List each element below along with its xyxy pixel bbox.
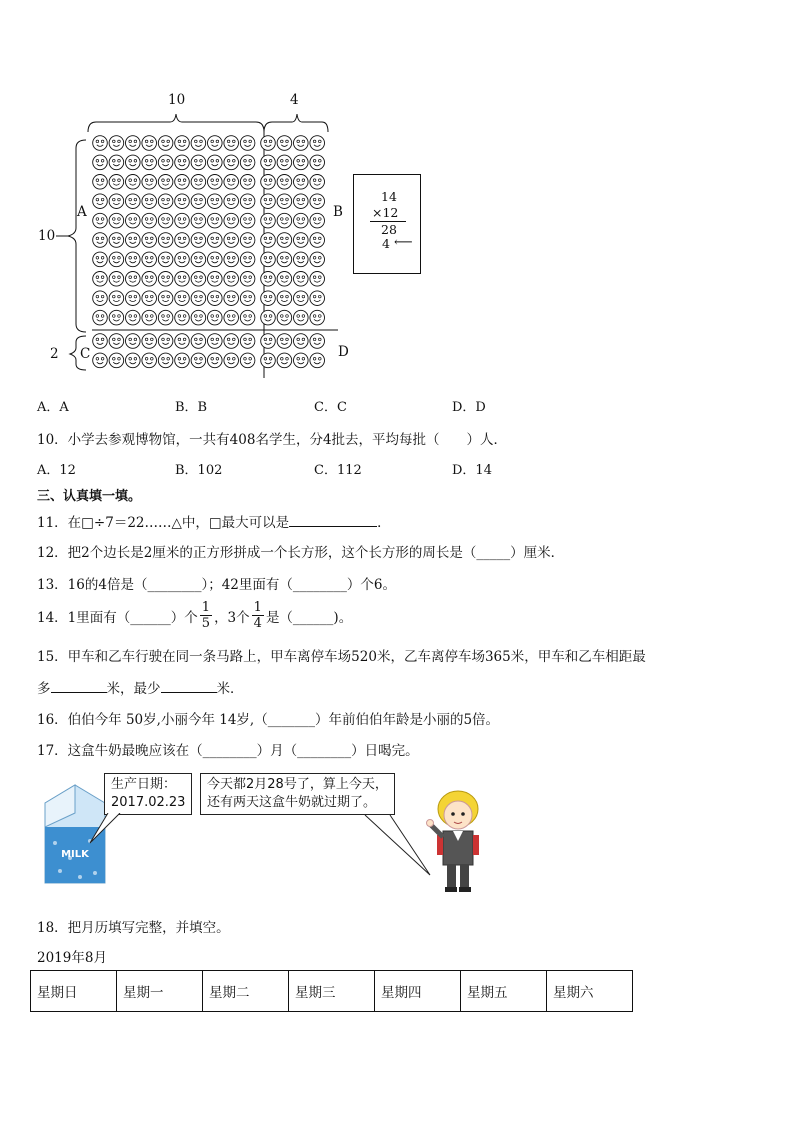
q10-option-a[interactable]: A．12 <box>37 463 76 478</box>
smiley-face-icon <box>109 252 124 267</box>
smiley-face-icon <box>175 291 190 306</box>
smiley-face-icon <box>277 136 292 151</box>
smiley-face-icon <box>191 233 206 248</box>
smiley-face-icon <box>240 175 255 190</box>
smiley-face-icon <box>240 310 255 325</box>
smiley-face-icon <box>261 213 276 228</box>
calendar-header-wed: 星期三 <box>289 971 375 1012</box>
calc-line-4: 4 <box>382 236 390 251</box>
smiley-face-icon <box>93 155 108 170</box>
label-a: A <box>77 204 87 220</box>
smiley-face-icon <box>240 155 255 170</box>
smiley-face-icon <box>261 353 276 368</box>
smiley-face-icon <box>240 334 255 349</box>
smiley-face-icon <box>224 310 239 325</box>
label-left-10: 10 <box>38 228 56 244</box>
smiley-face-icon <box>126 155 141 170</box>
smiley-face-icon <box>142 175 157 190</box>
q14-part2: ，3个 <box>214 609 250 626</box>
smiley-face-icon <box>261 334 276 349</box>
label-top-10: 10 <box>168 92 186 108</box>
smiley-face-icon <box>126 136 141 151</box>
q18-text: 18．把月历填写完整，并填空。 <box>37 920 230 936</box>
smiley-face-icon <box>261 272 276 287</box>
smiley-face-icon <box>261 233 276 248</box>
q15-line2: 多 米，最少 米． <box>37 681 244 697</box>
smiley-face-icon <box>142 272 157 287</box>
smiley-face-icon <box>224 155 239 170</box>
smiley-face-icon <box>294 310 309 325</box>
smiley-face-icon <box>277 233 292 248</box>
smiley-face-icon <box>93 194 108 209</box>
label-c: C <box>80 346 91 362</box>
smiley-face-icon <box>294 353 309 368</box>
fraction-1-4: $\frac{1}{4}$ <box>253 600 262 631</box>
smiley-face-icon <box>93 334 108 349</box>
smiley-face-icon <box>310 136 325 151</box>
q10-option-c[interactable]: C．112 <box>314 463 362 478</box>
smiley-face-icon <box>191 136 206 151</box>
carton-label: MILK <box>61 849 89 860</box>
smiley-face-icon <box>208 213 223 228</box>
smiley-face-icon <box>240 353 255 368</box>
smiley-face-icon <box>240 194 255 209</box>
smiley-face-icon <box>261 291 276 306</box>
smiley-face-icon <box>224 194 239 209</box>
smiley-face-icon <box>109 353 124 368</box>
smiley-face-icon <box>191 194 206 209</box>
smiley-face-icon <box>142 291 157 306</box>
smiley-face-icon <box>142 353 157 368</box>
smiley-face-icon <box>261 194 276 209</box>
smiley-face-icon <box>158 291 173 306</box>
smiley-face-icon <box>208 194 223 209</box>
smiley-face-icon <box>158 310 173 325</box>
smiley-face-icon <box>175 334 190 349</box>
smiley-face-icon <box>191 272 206 287</box>
smiley-face-icon <box>93 291 108 306</box>
q10-option-b[interactable]: B．102 <box>175 463 223 478</box>
smiley-face-icon <box>261 252 276 267</box>
smiley-face-icon <box>310 334 325 349</box>
smiley-face-icon <box>191 175 206 190</box>
smiley-face-icon <box>310 310 325 325</box>
q14 <box>37 600 352 631</box>
vertical-multiplication-box <box>353 174 421 274</box>
smiley-face-icon <box>142 310 157 325</box>
q11-text: 11．在□÷7＝22……△中，□最大可以是 <box>37 515 290 531</box>
boy-cartoon-icon <box>423 787 493 897</box>
smiley-face-icon <box>126 252 141 267</box>
smiley-face-icon <box>109 194 124 209</box>
q17-text: 17．这盒牛奶最晚应该在（________）月（________）日喝完。 <box>37 743 419 759</box>
q15-line1: 15．甲车和乙车行驶在同一条马路上，甲车离停车场520米，乙车离停车场365米，甲车和乙车相距最 <box>37 649 646 665</box>
production-date-bubble: 生产日期： 2017.02.23 <box>104 773 192 815</box>
smiley-face-icon <box>126 310 141 325</box>
smiley-face-icon <box>294 175 309 190</box>
smiley-face-icon <box>310 353 325 368</box>
smiley-face-icon <box>109 272 124 287</box>
calc-line-1: 14 <box>381 189 397 204</box>
smiley-face-icon <box>191 252 206 267</box>
smiley-face-icon <box>208 175 223 190</box>
smiley-face-icon <box>158 175 173 190</box>
smiley-face-icon <box>277 194 292 209</box>
smiley-face-icon <box>224 233 239 248</box>
smiley-face-icon <box>175 155 190 170</box>
q15-blank-max[interactable] <box>51 680 107 693</box>
calendar-header-mon: 星期一 <box>117 971 203 1012</box>
smiley-face-icon <box>310 175 325 190</box>
smiley-face-icon <box>224 136 239 151</box>
smiley-face-icon <box>109 310 124 325</box>
fraction-1-5: $\frac{1}{5}$ <box>201 600 211 631</box>
q15-blank-min[interactable] <box>161 680 217 693</box>
q9-option-d[interactable]: D．D <box>452 400 486 415</box>
calendar-header-tue: 星期二 <box>203 971 289 1012</box>
label-left-2: 2 <box>50 346 59 362</box>
q14-part3: 是（______)。 <box>265 609 353 626</box>
smiley-face-icon <box>175 233 190 248</box>
smiley-face-icon <box>224 272 239 287</box>
smiley-face-icon <box>208 155 223 170</box>
smiley-face-icon <box>191 213 206 228</box>
smiley-face-icon <box>294 272 309 287</box>
smiley-face-icon <box>224 291 239 306</box>
smiley-face-icon <box>294 155 309 170</box>
smiley-face-icon <box>294 136 309 151</box>
smiley-face-icon <box>261 175 276 190</box>
calendar-header-thu: 星期四 <box>375 971 461 1012</box>
smiley-face-icon <box>240 213 255 228</box>
smiley-face-icon <box>240 252 255 267</box>
smiley-face-icon <box>310 233 325 248</box>
q13-text: 13．16的4倍是（________）；42里面有（________）个6。 <box>37 577 396 593</box>
smiley-face-icon <box>224 353 239 368</box>
smiley-face-icon <box>294 233 309 248</box>
smiley-face-icon <box>224 175 239 190</box>
smiley-face-icon <box>240 291 255 306</box>
smiley-face-icon <box>191 310 206 325</box>
smiley-face-icon <box>310 252 325 267</box>
label-d: D <box>338 344 349 360</box>
smiley-face-icon <box>142 136 157 151</box>
smiley-face-icon <box>142 155 157 170</box>
smiley-face-icon <box>277 334 292 349</box>
smiley-face-icon <box>158 155 173 170</box>
smiley-face-icon <box>208 136 223 151</box>
smiley-face-icon <box>109 155 124 170</box>
smiley-face-icon <box>175 310 190 325</box>
smiley-face-icon <box>109 213 124 228</box>
smiley-face-icon <box>158 233 173 248</box>
label-top-4: 4 <box>290 92 299 108</box>
calendar-header-sat: 星期六 <box>547 971 633 1012</box>
calendar-header-sun: 星期日 <box>31 971 117 1012</box>
smiley-face-icon <box>294 291 309 306</box>
smiley-face-icon <box>261 155 276 170</box>
smiley-face-icon <box>277 213 292 228</box>
q11-suffix: ． <box>377 515 391 531</box>
smiley-face-icon <box>208 310 223 325</box>
smiley-face-icon <box>142 213 157 228</box>
smiley-face-icon <box>126 334 141 349</box>
smiley-face-icon <box>109 291 124 306</box>
smiley-face-icon <box>109 334 124 349</box>
smiley-face-icon <box>208 233 223 248</box>
smiley-face-icon <box>175 272 190 287</box>
calendar-header-fri: 星期五 <box>461 971 547 1012</box>
smiley-face-icon <box>175 252 190 267</box>
smiley-face-icon <box>208 252 223 267</box>
smiley-face-icon <box>126 233 141 248</box>
q9-option-c[interactable]: C．C <box>314 400 347 415</box>
smiley-face-icon <box>261 136 276 151</box>
smiley-face-icon <box>240 136 255 151</box>
smiley-face-icon <box>294 213 309 228</box>
smiley-face-icon <box>158 194 173 209</box>
smiley-face-icon <box>208 334 223 349</box>
smiley-face-icon <box>294 334 309 349</box>
smiley-face-icon <box>158 334 173 349</box>
smiley-face-icon <box>224 252 239 267</box>
smiley-face-icon <box>142 252 157 267</box>
smiley-face-icon <box>277 272 292 287</box>
smiley-face-icon <box>191 155 206 170</box>
smiley-face-icon <box>310 213 325 228</box>
q10-text: 10．小学去参观博物馆，一共有408名学生，分4批去，平均每批（ ）人． <box>37 432 508 448</box>
smiley-face-icon <box>277 291 292 306</box>
smiley-face-icon <box>277 310 292 325</box>
smiley-face-icon <box>224 213 239 228</box>
smiley-face-icon <box>93 272 108 287</box>
q10-option-d[interactable]: D．14 <box>452 463 492 478</box>
smiley-face-icon <box>126 353 141 368</box>
smiley-face-icon <box>126 272 141 287</box>
q11-answer-blank[interactable] <box>289 514 377 527</box>
label-b: B <box>333 204 343 220</box>
smiley-face-icon <box>240 233 255 248</box>
smiley-face-icon <box>277 252 292 267</box>
smiley-face-icon <box>142 194 157 209</box>
smiley-face-icon <box>175 213 190 228</box>
bubble2-pointer <box>190 811 450 881</box>
smiley-face-icon <box>208 353 223 368</box>
smiley-face-icon <box>158 353 173 368</box>
calc-line-2: ×12 <box>372 205 399 220</box>
q11 <box>37 511 391 531</box>
smiley-face-icon <box>208 291 223 306</box>
smiley-face-icon <box>175 175 190 190</box>
q14-part1: 14．1里面有（______）个 <box>37 609 198 626</box>
q9-option-a[interactable]: A．A <box>37 400 69 415</box>
calendar-header-row <box>31 971 633 1012</box>
arrow-left-icon: ⟵ <box>394 235 413 250</box>
milk-illustration <box>30 765 500 905</box>
smiley-face-icon <box>93 175 108 190</box>
smiley-face-icon <box>277 175 292 190</box>
smiley-face-icon <box>158 252 173 267</box>
smiley-face-icon <box>109 136 124 151</box>
boy-speech-bubble: 今天都2月28号了，算上今天， 还有两天这盒牛奶就过期了。 <box>200 773 395 815</box>
smiley-face-icon <box>277 353 292 368</box>
smiley-face-icon <box>277 155 292 170</box>
smiley-face-icon <box>191 334 206 349</box>
smiley-face-icon <box>93 310 108 325</box>
smiley-face-icon <box>93 136 108 151</box>
smiley-face-icon <box>109 233 124 248</box>
bubble1-pointer <box>86 813 126 853</box>
smiley-face-icon <box>310 155 325 170</box>
smiley-face-icon <box>310 291 325 306</box>
smiley-face-icon <box>310 194 325 209</box>
smiley-face-icon <box>93 233 108 248</box>
smiley-face-icon <box>294 194 309 209</box>
smiley-face-icon <box>93 213 108 228</box>
smiley-face-icon <box>93 353 108 368</box>
q9-option-b[interactable]: B．B <box>175 400 208 415</box>
calc-line-3: 28 <box>381 222 397 237</box>
smiley-face-icon <box>191 353 206 368</box>
smiley-face-icon <box>126 194 141 209</box>
smiley-face-icon <box>126 175 141 190</box>
smiley-face-icon <box>93 252 108 267</box>
smiley-face-icon <box>310 272 325 287</box>
calendar-table <box>30 970 633 1012</box>
smiley-face-icon <box>126 291 141 306</box>
smiley-face-icon <box>142 233 157 248</box>
section-title: 三、认真填一填。 <box>37 489 142 504</box>
smiley-face-icon <box>191 291 206 306</box>
smiley-face-icon <box>240 272 255 287</box>
smiley-face-icon <box>175 353 190 368</box>
smiley-face-icon <box>175 136 190 151</box>
smiley-face-icon <box>109 175 124 190</box>
smiley-face-icon <box>208 272 223 287</box>
smiley-face-icon <box>126 213 141 228</box>
smiley-face-icon <box>175 194 190 209</box>
q16-text: 16．伯伯今年 50岁,小丽今年 14岁,（_______）年前伯伯年龄是小丽的5倍。 <box>37 712 500 728</box>
calendar-caption: 2019年8月 <box>37 950 107 966</box>
smiley-face-icon <box>158 272 173 287</box>
smiley-face-icon <box>224 334 239 349</box>
smiley-face-icon <box>142 334 157 349</box>
q12-text: 12．把2个边长是2厘米的正方形拼成一个长方形，这个长方形的周长是（_____）厘米． <box>37 545 565 561</box>
smiley-face-icon <box>158 213 173 228</box>
smiley-face-icon <box>158 136 173 151</box>
smiley-face-icon <box>261 310 276 325</box>
smiley-face-icon <box>294 252 309 267</box>
